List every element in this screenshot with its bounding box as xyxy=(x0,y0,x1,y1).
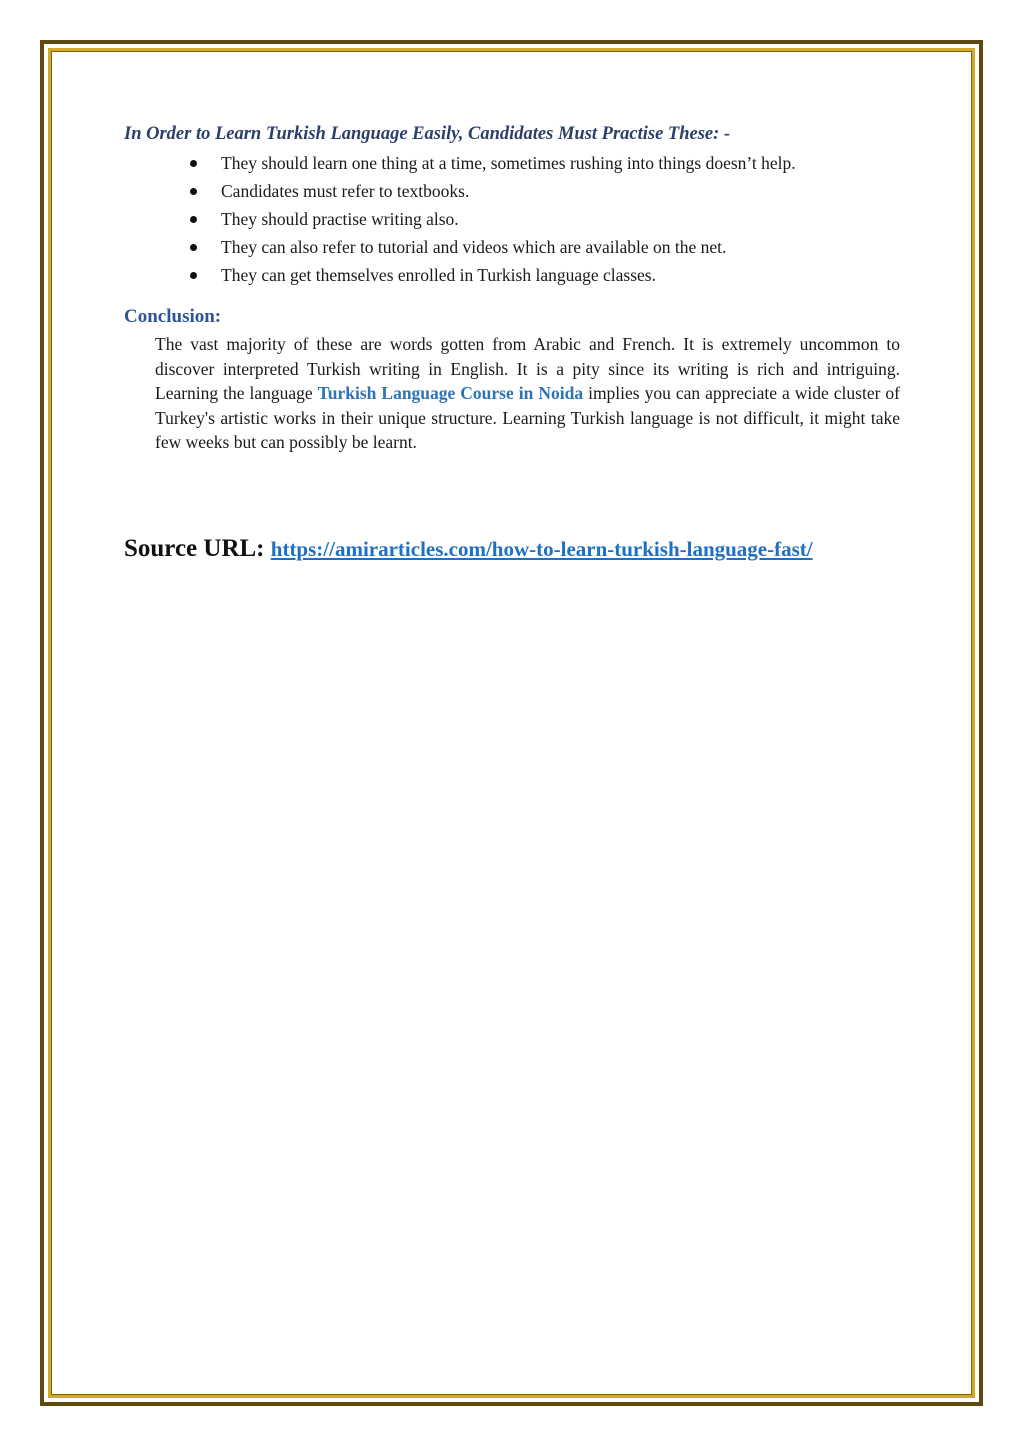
list-item-text: They should learn one thing at a time, sometimes rushing into things doesn’t help. xyxy=(221,153,796,173)
bullet-icon xyxy=(190,244,197,251)
section-heading: In Order to Learn Turkish Language Easily, Candidates Must Practise These: - xyxy=(124,124,731,144)
source-label: Source URL: xyxy=(124,535,265,562)
conclusion-text-end: implies you can appreciate a wide cluster of Turkey's artistic works in their unique structure. Learning Turkish language is not difficult, it might take few weeks but can possibly be learnt. xyxy=(155,383,901,453)
list-item xyxy=(190,233,900,261)
list-item-text: They should practise writing also. xyxy=(221,209,459,229)
list-item xyxy=(190,261,900,289)
bullet-icon xyxy=(190,160,197,167)
practice-list xyxy=(124,149,900,289)
document-body xyxy=(124,122,900,455)
source-line xyxy=(124,533,813,565)
bullet-icon xyxy=(190,188,197,195)
list-item xyxy=(190,177,900,205)
source-url-link[interactable]: https://amirarticles.com/how-to-learn-turkish-language-fast/ xyxy=(270,537,813,561)
list-item xyxy=(190,205,900,233)
conclusion-paragraph xyxy=(155,332,900,455)
conclusion-heading: Conclusion: xyxy=(124,306,222,327)
list-item-text: They can get themselves enrolled in Turkish language classes. xyxy=(221,265,656,285)
bullet-icon xyxy=(190,216,197,223)
bullet-icon xyxy=(190,272,197,279)
list-item-text: Candidates must refer to textbooks. xyxy=(221,181,470,201)
list-item-text: They can also refer to tutorial and videos which are available on the net. xyxy=(221,237,727,257)
list-item xyxy=(190,149,900,177)
conclusion-text-start: The vast majority of these are words gotten from Arabic and French. It is extremely uncommon to discover interpreted Turkish writing in English. It is a pity since its writing is rich and intriguing. Learning the language xyxy=(155,334,900,404)
course-link[interactable]: Turkish Language Course in Noida xyxy=(317,383,584,404)
